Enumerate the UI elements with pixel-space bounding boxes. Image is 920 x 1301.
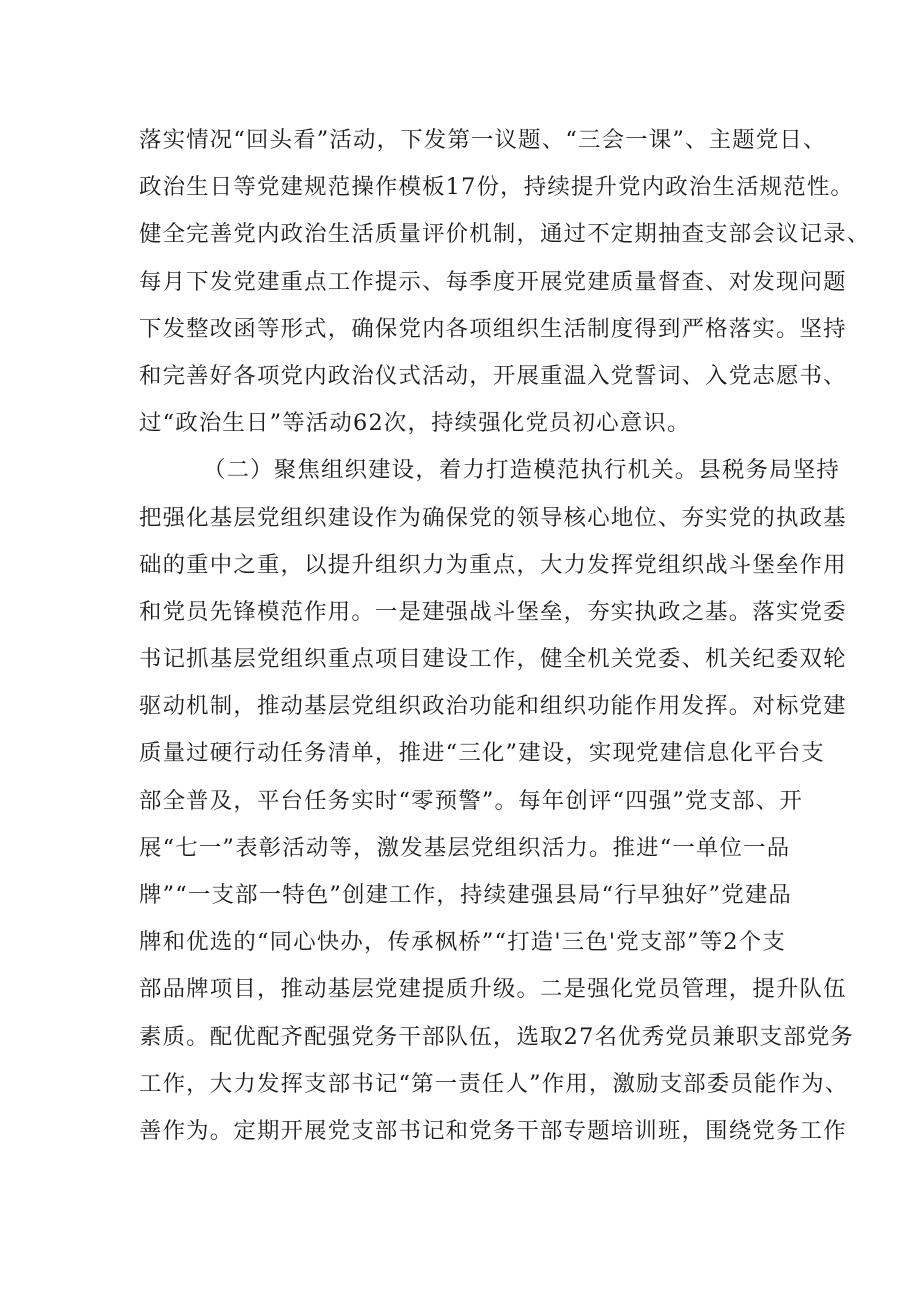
text-line: 础的重中之重，以提升组织力为重点，大力发挥党组织战斗堡垒作用 bbox=[139, 551, 847, 578]
text-line: 质量过硬行动任务清单，推进“三化”建设，实现党建信息化平台支 bbox=[139, 740, 825, 767]
body-text bbox=[139, 117, 871, 1155]
text-line: 部全普及，平台任务实时“零预警”。每年创评“四强”党支部、开 bbox=[139, 787, 803, 814]
text-line: 驱动机制，推动基层党组织政治功能和组织功能作用发挥。对标党建 bbox=[139, 693, 847, 720]
text-line: 下发整改函等形式，确保党内各项组织生活制度得到严格落实。坚持 bbox=[139, 315, 847, 342]
text-line: 工作，大力发挥支部书记“第一责任人”作用，激励支部委员能作为、 bbox=[139, 1070, 849, 1097]
text-line: 过“政治生日”等活动62次，持续强化党员初心意识。 bbox=[139, 410, 691, 437]
text-line: 每月下发党建重点工作提示、每季度开展党建质量督查、对发现问题 bbox=[139, 268, 847, 295]
text-line: 牌和优选的“同心快办，传承枫桥”“打造'三色'党支部”等2个支 bbox=[139, 929, 786, 956]
text-line: 部品牌项目，推动基层党建提质升级。二是强化党员管理，提升队伍 bbox=[139, 976, 847, 1003]
text-line: 把强化基层党组织建设作为确保党的领导核心地位、夯实党的执政基 bbox=[139, 504, 847, 531]
text-line: 书记抓基层党组织重点项目建设工作，健全机关党委、机关纪委双轮 bbox=[139, 646, 847, 673]
text-line: 政治生日等党建规范操作模板17份，持续提升党内政治生活规范性。 bbox=[139, 174, 855, 201]
text-line: 健全完善党内政治生活质量评价机制，通过不定期抽查支部会议记录、 bbox=[139, 221, 871, 248]
text-line: 牌”“一支部一特色”创建工作，持续建强县局“行早独好”党建品 bbox=[139, 882, 792, 908]
text-line: 展“七一”表彰活动等，激发基层党组织活力。推进“一单位一品 bbox=[139, 834, 791, 861]
text-line: 落实情况“回头看”活动，下发第一议题、“三会一课”、主题党日、 bbox=[139, 127, 827, 153]
text-line: 和党员先锋模范作用。一是建强战斗堡垒，夯实执政之基。落实党委 bbox=[139, 598, 847, 625]
text-line: 和完善好各项党内政治仪式活动，开展重温入党誓词、入党志愿书、 bbox=[139, 362, 847, 389]
section-heading-line: （二）聚焦组织建设，着力打造模范执行机关。县税务局坚持 bbox=[203, 457, 840, 484]
text-line: 善作为。定期开展党支部书记和党务干部专题培训班，围绕党务工作 bbox=[139, 1117, 847, 1144]
text-line: 素质。配优配齐配强党务干部队伍，选取27名优秀党员兼职支部党务 bbox=[139, 1023, 855, 1050]
